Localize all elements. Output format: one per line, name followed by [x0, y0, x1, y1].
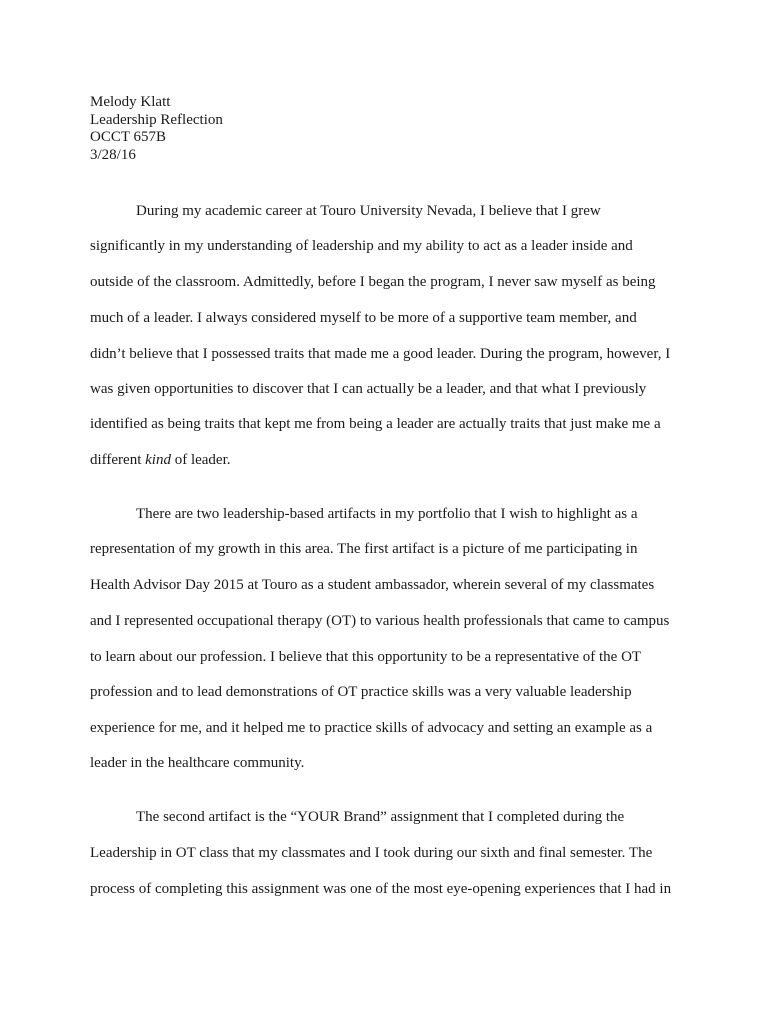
- paragraph2-line7: experience for me, and it helped me to practice skills of advocacy and setting an example as a: [90, 720, 653, 736]
- paragraph3-line1: The second artifact is the “YOUR Brand” assignment that I completed during the: [136, 809, 625, 825]
- paragraph2-line4: and I represented occupational therapy (OT) to various health professionals that came to campus: [90, 613, 670, 629]
- emphasis-kind: kind: [145, 452, 171, 468]
- paragraph2-line5: to learn about our profession. I believe that this opportunity to be a representative of the OT: [90, 649, 642, 665]
- paragraph3-line2: Leadership in OT class that my classmates and I took during our sixth and final semester. The: [90, 845, 653, 861]
- paragraph1-line3: outside of the classroom. Admittedly, before I began the program, I never saw myself as being: [90, 274, 656, 290]
- course-code: OCCT 657B: [90, 129, 166, 145]
- paragraph1-line8-before: different: [90, 452, 146, 468]
- paragraph3-line3: process of completing this assignment was one of the most eye-opening experiences that I had in: [90, 881, 672, 897]
- paragraph1-line8-after: of leader.: [170, 452, 231, 468]
- paragraph2-line3: Health Advisor Day 2015 at Touro as a student ambassador, wherein several of my classmates: [90, 577, 655, 593]
- paragraph2-line6: profession and to lead demonstrations of OT practice skills was a very valuable leadership: [90, 684, 632, 700]
- paragraph1-line5: didn’t believe that I possessed traits that made me a good leader. During the program, however, I: [90, 346, 671, 362]
- paragraph1-line6: was given opportunities to discover that I can actually be a leader, and that what I previously: [90, 381, 647, 397]
- paragraph2-line1: There are two leadership-based artifacts in my portfolio that I wish to highlight as a: [136, 506, 638, 522]
- author-name: Melody Klatt: [90, 94, 171, 110]
- document-title: Leadership Reflection: [90, 111, 223, 128]
- paragraph1-line4: much of a leader. I always considered myself to be more of a supportive team member, and: [90, 310, 637, 326]
- paragraph1-line8: [90, 451, 231, 469]
- paragraph2-line8: leader in the healthcare community.: [90, 755, 305, 771]
- paragraph1-line1: During my academic career at Touro University Nevada, I believe that I grew: [136, 203, 601, 219]
- paragraph1-line7: identified as being traits that kept me from being a leader are actually traits that just make me a: [90, 416, 661, 432]
- document-date: 3/28/16: [90, 146, 136, 163]
- document-header: [90, 94, 223, 164]
- paragraph1-line2: significantly in my understanding of leadership and my ability to act as a leader inside and: [90, 238, 633, 254]
- paragraph2-line2: representation of my growth in this area. The first artifact is a picture of me participating in: [90, 541, 638, 557]
